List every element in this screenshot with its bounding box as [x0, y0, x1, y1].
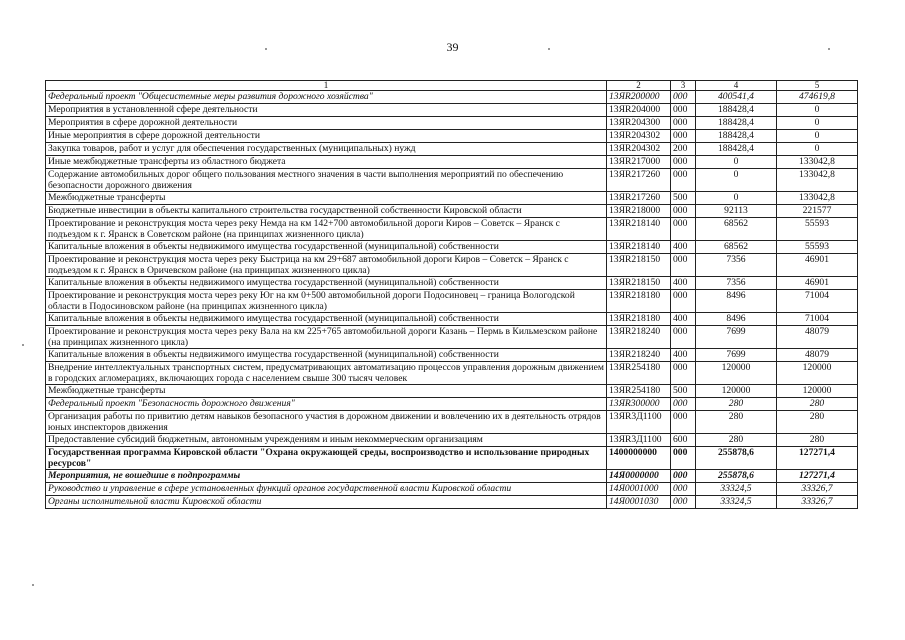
header-value-1: 4: [696, 81, 777, 91]
row-value-2-cell: 0: [777, 143, 858, 156]
row-type-cell: 600: [671, 434, 696, 447]
row-value-1-cell: 188428,4: [696, 117, 777, 130]
row-value-2-cell: 280: [777, 434, 858, 447]
row-code-cell: 14Я0001000: [607, 483, 671, 496]
row-value-1-cell: 188428,4: [696, 104, 777, 117]
row-value-1-cell: 0: [696, 156, 777, 169]
row-name-cell: Руководство и управление в сфере установленных функций органов государственной власти Кировской области: [46, 483, 607, 496]
row-code-cell: 13ЯR254180: [607, 385, 671, 398]
row-value-1-cell: 0: [696, 169, 777, 192]
row-name-cell: Мероприятия в сфере дорожной деятельности: [46, 117, 607, 130]
row-value-1-cell: 7699: [696, 326, 777, 349]
row-type-cell: 000: [671, 130, 696, 143]
row-value-2-cell: 120000: [777, 385, 858, 398]
row-value-1-cell: 188428,4: [696, 130, 777, 143]
row-type-cell: 400: [671, 277, 696, 290]
row-value-1-cell: 8496: [696, 290, 777, 313]
row-value-2-cell: 120000: [777, 362, 858, 385]
table-row: [46, 411, 858, 434]
row-type-cell: 200: [671, 143, 696, 156]
row-code-cell: 13ЯR218000: [607, 205, 671, 218]
budget-table: [45, 80, 858, 509]
row-value-1-cell: 68562: [696, 218, 777, 241]
row-value-2-cell: 0: [777, 130, 858, 143]
scan-speck: [22, 344, 24, 346]
table-row: [46, 313, 858, 326]
table-row: [46, 130, 858, 143]
row-code-cell: 1400000000: [607, 447, 671, 470]
table-body: [46, 91, 858, 509]
row-value-2-cell: 133042,8: [777, 169, 858, 192]
table-row: [46, 362, 858, 385]
row-value-2-cell: 0: [777, 117, 858, 130]
row-value-2-cell: 71004: [777, 313, 858, 326]
row-name-cell: Внедрение интеллектуальных транспортных систем, предусматривающих автоматизацию процессов управления дорожным движением в городских агломерациях, включающих города с населением свыше 300 тысяч человек: [46, 362, 607, 385]
header-code: 2: [607, 81, 671, 91]
row-value-1-cell: 280: [696, 411, 777, 434]
row-value-2-cell: 280: [777, 398, 858, 411]
table-row: [46, 104, 858, 117]
row-name-cell: Бюджетные инвестиции в объекты капитального строительства государственной собственности Кировской области: [46, 205, 607, 218]
table-row: [46, 434, 858, 447]
table-row: [46, 290, 858, 313]
row-value-1-cell: 188428,4: [696, 143, 777, 156]
row-value-2-cell: 133042,8: [777, 192, 858, 205]
row-type-cell: 000: [671, 326, 696, 349]
row-code-cell: 13ЯR218180: [607, 313, 671, 326]
row-name-cell: Мероприятия, не вошедшие в подпрограммы: [46, 470, 607, 483]
row-name-cell: Государственная программа Кировской области "Охрана окружающей среды, воспроизводство и использование природных ресурсов": [46, 447, 607, 470]
row-type-cell: 000: [671, 156, 696, 169]
row-code-cell: 13ЯR204000: [607, 104, 671, 117]
row-type-cell: 400: [671, 349, 696, 362]
row-value-1-cell: 280: [696, 434, 777, 447]
table-row: [46, 156, 858, 169]
row-value-2-cell: 48079: [777, 326, 858, 349]
table-row: [46, 483, 858, 496]
page-number: 39: [446, 40, 459, 54]
row-name-cell: Предоставление субсидий бюджетным, автономным учреждениям и иным некоммерческим организациям: [46, 434, 607, 447]
row-code-cell: 14Я0001030: [607, 496, 671, 509]
table-row: [46, 117, 858, 130]
row-code-cell: 13ЯR204302: [607, 143, 671, 156]
row-code-cell: 13ЯR217000: [607, 156, 671, 169]
row-code-cell: 13ЯR218150: [607, 277, 671, 290]
table-row: [46, 385, 858, 398]
row-type-cell: 000: [671, 117, 696, 130]
row-type-cell: 000: [671, 218, 696, 241]
row-value-2-cell: 127271,4: [777, 470, 858, 483]
row-type-cell: 000: [671, 470, 696, 483]
row-type-cell: 000: [671, 169, 696, 192]
row-value-2-cell: 46901: [777, 254, 858, 277]
row-type-cell: 000: [671, 362, 696, 385]
table-row: [46, 447, 858, 470]
row-name-cell: Проектирование и реконструкция моста через реку Немда на км 142+700 автомобильной дороги Киров – Советск – Яранск с подъездом к г. Яранск в Советском районе (на принципах жизненного цикла): [46, 218, 607, 241]
row-value-2-cell: 127271,4: [777, 447, 858, 470]
row-name-cell: Межбюджетные трансферты: [46, 385, 607, 398]
row-name-cell: Содержание автомобильных дорог общего пользования местного значения в части выполнения мероприятий по обеспечению безопасности дорожного движения: [46, 169, 607, 192]
row-value-2-cell: 71004: [777, 290, 858, 313]
row-name-cell: Межбюджетные трансферты: [46, 192, 607, 205]
row-code-cell: 13ЯR200000: [607, 91, 671, 104]
scan-speck: [828, 48, 830, 50]
header-type: 3: [671, 81, 696, 91]
table-row: [46, 470, 858, 483]
row-value-1-cell: 120000: [696, 362, 777, 385]
row-type-cell: 000: [671, 411, 696, 434]
row-code-cell: 13ЯR254180: [607, 362, 671, 385]
row-name-cell: Закупка товаров, работ и услуг для обеспечения государственных (муниципальных) нужд: [46, 143, 607, 156]
row-code-cell: 13ЯR204300: [607, 117, 671, 130]
row-code-cell: 13ЯR217260: [607, 169, 671, 192]
row-name-cell: Мероприятия в установленной сфере деятельности: [46, 104, 607, 117]
row-code-cell: 14Я0000000: [607, 470, 671, 483]
row-value-1-cell: 68562: [696, 241, 777, 254]
table-row: [46, 398, 858, 411]
scan-speck: [32, 584, 34, 586]
row-code-cell: 13ЯR3Д1100: [607, 411, 671, 434]
row-value-1-cell: 7356: [696, 254, 777, 277]
row-type-cell: 000: [671, 483, 696, 496]
row-value-1-cell: 120000: [696, 385, 777, 398]
row-value-1-cell: 92113: [696, 205, 777, 218]
row-value-1-cell: 0: [696, 192, 777, 205]
row-value-1-cell: 255878,6: [696, 447, 777, 470]
row-value-2-cell: 280: [777, 411, 858, 434]
row-code-cell: 13ЯR217260: [607, 192, 671, 205]
header-name: 1: [46, 81, 607, 91]
row-type-cell: 400: [671, 313, 696, 326]
scan-speck: [265, 48, 267, 50]
scan-speck: [548, 48, 550, 50]
table-row: [46, 218, 858, 241]
row-code-cell: 13ЯR218240: [607, 349, 671, 362]
table-row: [46, 143, 858, 156]
row-name-cell: Иные межбюджетные трансферты из областного бюджета: [46, 156, 607, 169]
row-value-2-cell: 48079: [777, 349, 858, 362]
row-value-2-cell: 0: [777, 104, 858, 117]
row-value-2-cell: 133042,8: [777, 156, 858, 169]
row-name-cell: Капитальные вложения в объекты недвижимого имущества государственной (муниципальной) собственности: [46, 313, 607, 326]
table-row: [46, 349, 858, 362]
row-type-cell: 500: [671, 385, 696, 398]
table-row: [46, 192, 858, 205]
row-type-cell: 000: [671, 254, 696, 277]
row-value-2-cell: 33326,7: [777, 483, 858, 496]
row-code-cell: 13ЯR218240: [607, 326, 671, 349]
row-value-1-cell: 400541,4: [696, 91, 777, 104]
table-row: [46, 205, 858, 218]
row-code-cell: 13ЯR3Д1100: [607, 434, 671, 447]
row-name-cell: Проектирование и реконструкция моста через реку Вала на км 225+765 автомобильной дороги Казань – Пермь в Кильмезском районе (на принципах жизненного цикла): [46, 326, 607, 349]
row-value-1-cell: 33324,5: [696, 496, 777, 509]
row-value-2-cell: 33326,7: [777, 496, 858, 509]
row-value-2-cell: 474619,8: [777, 91, 858, 104]
table-row: [46, 169, 858, 192]
row-name-cell: Организация работы по привитию детям навыков безопасного участия в дорожном движении и вовлечению их в деятельность отрядов юных инспекторов движения: [46, 411, 607, 434]
row-value-2-cell: 55593: [777, 241, 858, 254]
row-name-cell: Иные мероприятия в сфере дорожной деятельности: [46, 130, 607, 143]
row-type-cell: 000: [671, 104, 696, 117]
row-value-1-cell: 8496: [696, 313, 777, 326]
row-code-cell: 13ЯR218150: [607, 254, 671, 277]
row-type-cell: 000: [671, 398, 696, 411]
row-type-cell: 000: [671, 447, 696, 470]
row-value-2-cell: 221577: [777, 205, 858, 218]
table-row: [46, 277, 858, 290]
row-code-cell: 13ЯR204302: [607, 130, 671, 143]
table-row: [46, 326, 858, 349]
row-type-cell: 000: [671, 290, 696, 313]
row-name-cell: Федеральный проект "Безопасность дорожного движения": [46, 398, 607, 411]
row-value-2-cell: 46901: [777, 277, 858, 290]
header-value-2: 5: [777, 81, 858, 91]
table-row: [46, 91, 858, 104]
row-name-cell: Федеральный проект "Общесистемные меры развития дорожного хозяйства": [46, 91, 607, 104]
row-type-cell: 000: [671, 205, 696, 218]
row-value-1-cell: 280: [696, 398, 777, 411]
table-row: [46, 496, 858, 509]
table-header-row: [46, 81, 858, 91]
row-type-cell: 000: [671, 91, 696, 104]
row-type-cell: 500: [671, 192, 696, 205]
row-name-cell: Капитальные вложения в объекты недвижимого имущества государственной (муниципальной) собственности: [46, 277, 607, 290]
row-value-1-cell: 7699: [696, 349, 777, 362]
row-code-cell: 13ЯR218180: [607, 290, 671, 313]
row-code-cell: 13ЯR300000: [607, 398, 671, 411]
row-name-cell: Проектирование и реконструкция моста через реку Юг на км 0+500 автомобильной дороги Подосиновец – граница Вологодской области в Подосиновском районе (на принципах жизненного цикла): [46, 290, 607, 313]
table-row: [46, 241, 858, 254]
row-name-cell: Капитальные вложения в объекты недвижимого имущества государственной (муниципальной) собственности: [46, 349, 607, 362]
table-row: [46, 254, 858, 277]
row-type-cell: 400: [671, 241, 696, 254]
row-value-2-cell: 55593: [777, 218, 858, 241]
row-value-1-cell: 7356: [696, 277, 777, 290]
row-code-cell: 13ЯR218140: [607, 218, 671, 241]
row-code-cell: 13ЯR218140: [607, 241, 671, 254]
row-value-1-cell: 33324,5: [696, 483, 777, 496]
row-type-cell: 000: [671, 496, 696, 509]
row-value-1-cell: 255878,6: [696, 470, 777, 483]
row-name-cell: Органы исполнительной власти Кировской области: [46, 496, 607, 509]
row-name-cell: Проектирование и реконструкция моста через реку Быстрица на км 29+687 автомобильной дороги Киров – Советск – Яранск с подъездом к г. Яранск в Оричевском районе (на принципах жизненного цикла): [46, 254, 607, 277]
row-name-cell: Капитальные вложения в объекты недвижимого имущества государственной (муниципальной) собственности: [46, 241, 607, 254]
